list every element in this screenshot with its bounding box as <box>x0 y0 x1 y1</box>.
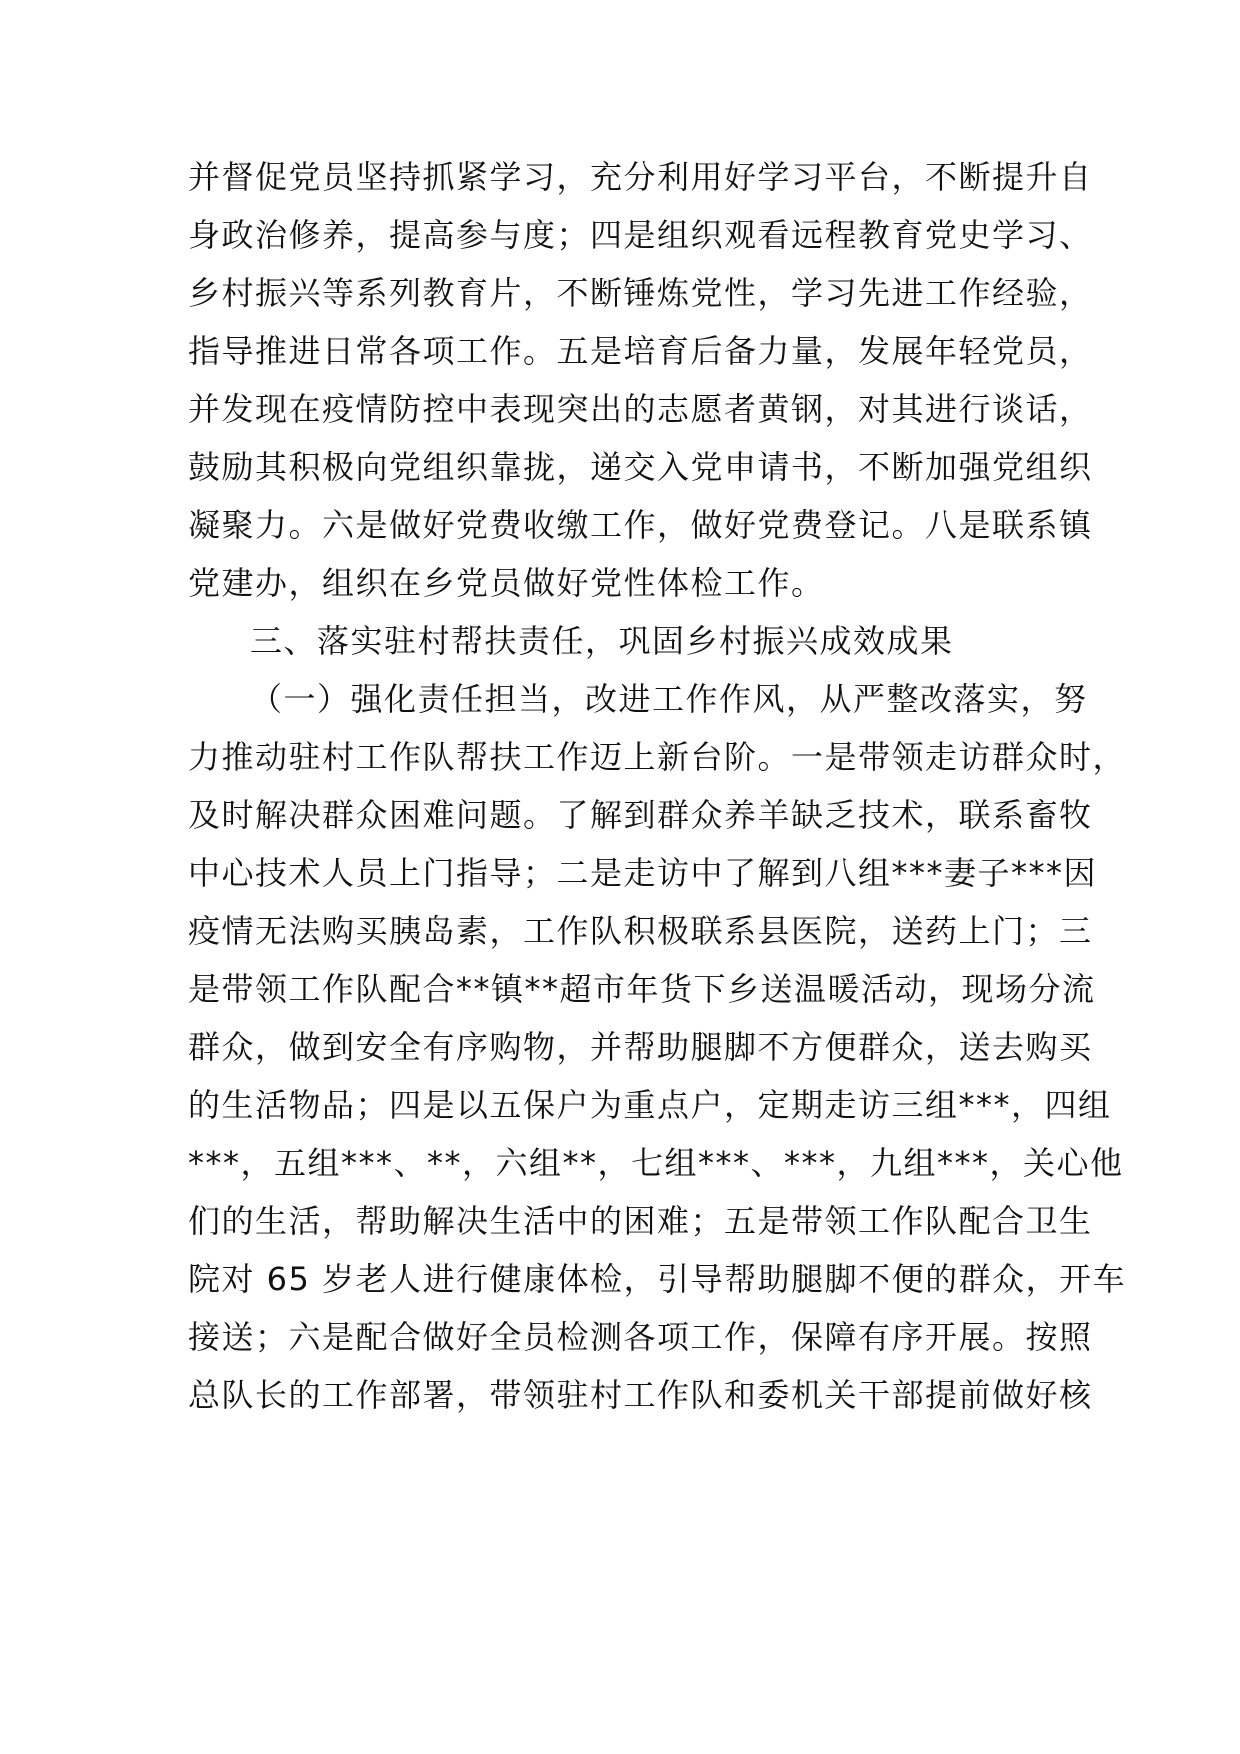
text-line: 并发现在疫情防控中表现突出的志愿者黄钢，对其进行谈话， <box>188 390 1093 428</box>
text-line: 凝聚力。六是做好党费收缴工作，做好党费登记。八是联系镇 <box>188 506 1093 544</box>
text-line: 们的生活，帮助解决生活中的困难；五是带领工作队配合卫生 <box>188 1202 1093 1240</box>
text-line: 力推动驻村工作队帮扶工作迈上新台阶。一是带领走访群众时， <box>188 738 1127 776</box>
text-line: 鼓励其积极向党组织靠拢，递交入党申请书，不断加强党组织 <box>188 448 1093 486</box>
text-line: 的生活物品；四是以五保户为重点户，定期走访三组***，四组 <box>188 1086 1112 1124</box>
text-line: 党建办，组织在乡党员做好党性体检工作。 <box>188 564 825 602</box>
text-line: 及时解决群众困难问题。了解到群众养羊缺乏技术，联系畜牧 <box>188 796 1093 834</box>
text-line: 并督促党员坚持抓紧学习，充分利用好学习平台，不断提升自 <box>188 158 1093 196</box>
text-line: 是带领工作队配合**镇**超市年货下乡送温暖活动，现场分流 <box>188 970 1096 1008</box>
text-line: ***，五组***、**，六组**，七组***、***，九组***，关心他 <box>188 1144 1124 1182</box>
text-line: 身政治修养，提高参与度；四是组织观看远程教育党史学习、 <box>188 216 1093 254</box>
text-line: 群众，做到安全有序购物，并帮助腿脚不方便群众，送去购买 <box>188 1028 1093 1066</box>
section-heading: 三、落实驻村帮扶责任，巩固乡村振兴成效成果 <box>250 622 954 660</box>
text-line: 疫情无法购买胰岛素，工作队积极联系县医院，送药上门；三 <box>188 912 1093 950</box>
text-line: 乡村振兴等系列教育片，不断锤炼党性，学习先进工作经验， <box>188 274 1093 312</box>
subsection-heading: （一）强化责任担当，改进工作作风，从严整改落实，努 <box>250 680 1088 718</box>
text-line: 接送；六是配合做好全员检测各项工作，保障有序开展。按照 <box>188 1318 1093 1356</box>
text-line: 指导推进日常各项工作。五是培育后备力量，发展年轻党员， <box>188 332 1093 370</box>
text-line: 中心技术人员上门指导；二是走访中了解到八组***妻子***因 <box>188 854 1098 892</box>
text-line: 总队长的工作部署，带领驻村工作队和委机关干部提前做好核 <box>188 1376 1093 1414</box>
text-line: 院对 65 岁老人进行健康体检，引导帮助腿脚不便的群众，开车 <box>188 1260 1127 1298</box>
